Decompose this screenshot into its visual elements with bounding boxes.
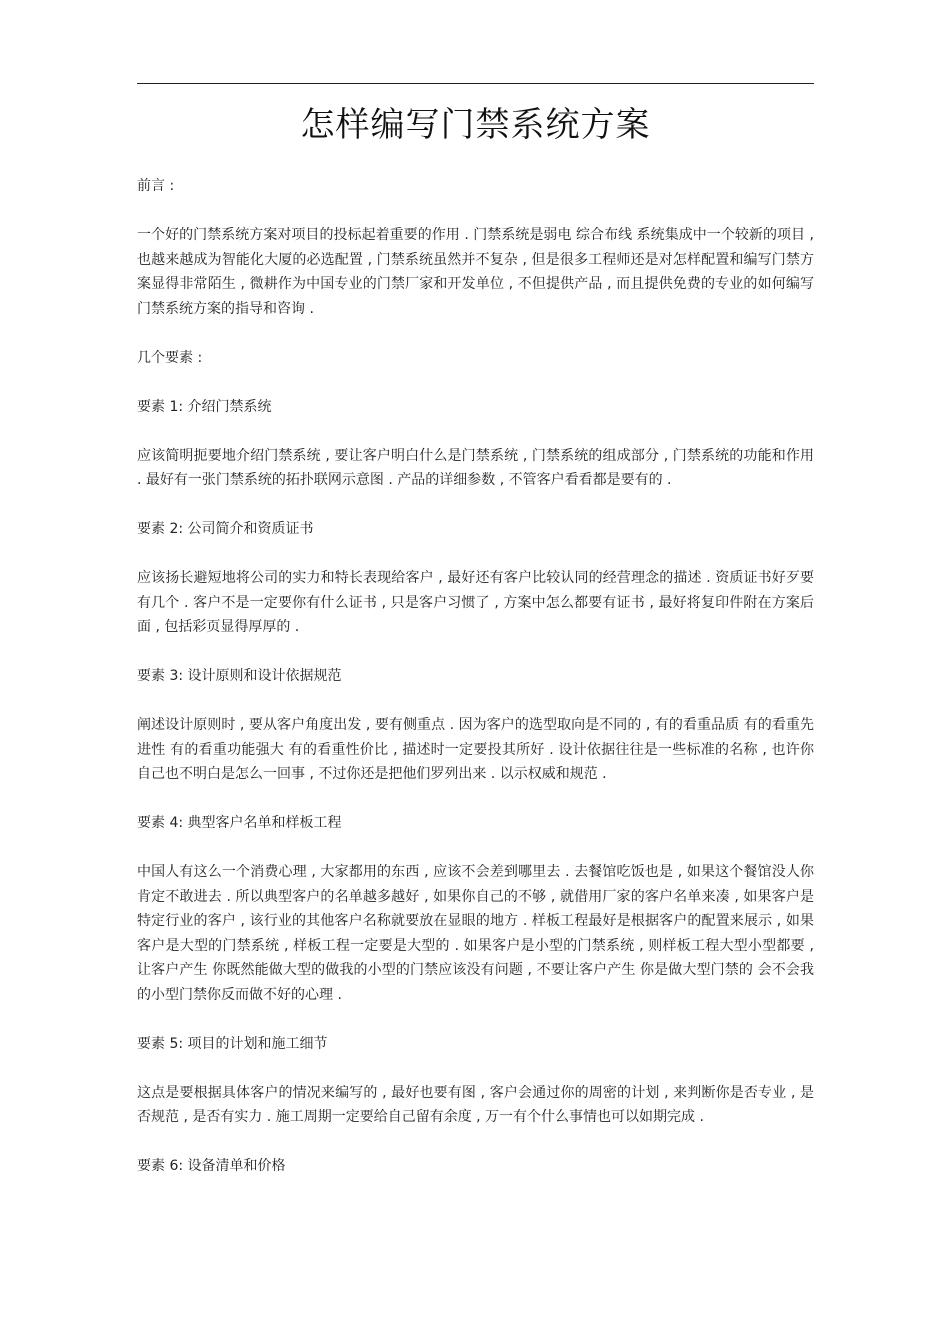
section-heading-6: 要素 6: 设备清单和价格 <box>137 1158 286 1174</box>
header-rule <box>137 83 814 84</box>
section-heading-5: 要素 5: 项目的计划和施工细节 <box>137 1035 328 1052</box>
section-body-5: 这点是要根据具体客户的情况来编写的 , 最好也要有图 , 客户会通过你的周密的计划 , 来判断你是否专业 , 是否规范 , 是否有实力 . 施工周期一定要给自己留有余度 , 万一有个什么事情也可以如期完成 . <box>137 1084 814 1125</box>
section-body-1: 应该简明扼要地介绍门禁系统 , 要让客户明白什么是门禁系统 , 门禁系统的组成部分 , 门禁系统的功能和作用 . 最好有一张门禁系统的拓扑联网示意图 . 产品的详细参数 , 不管客户看看都是要有的 . <box>137 447 814 488</box>
preface-paragraph: 一个好的门禁系统方案对项目的投标起着重要的作用 . 门禁系统是弱电 综合布线 系统集成中一个较新的项目 , 也越来越成为智能化大厦的必选配置 , 门禁系统虽然并不复杂 , 但是很多工程师还是对怎样配置和编写门禁方案显得非常陌生 , 微耕作为中国专业的门禁厂家和开发单位 , 不但提供产品 , 而且提供免费的专业的如何编写门禁系统方案的指导和咨询 . <box>137 227 814 317</box>
section-heading-4: 要素 4: 典型客户名单和样板工程 <box>137 815 342 831</box>
section-heading-1: 要素 1: 介绍门禁系统 <box>137 398 272 415</box>
section-body-2: 应该扬长避短地将公司的实力和特长表现给客户 , 最好还有客户比较认同的经营理念的描述 . 资质证书好歹要有几个 . 客户不是一定要你有什么证书 , 只是客户习惯了 , 方案中怎么都要有证书 , 最好将复印件附在方案后面 , 包括彩页显得厚厚的 . <box>137 570 814 635</box>
document-title: 怎样编写门禁系统方案 <box>300 105 651 145</box>
elements-label: 几个要素 : <box>137 349 203 366</box>
section-heading-3: 要素 3: 设计原则和设计依据规范 <box>137 668 342 684</box>
section-body-3: 阐述设计原则时 , 要从客户角度出发 , 要有侧重点 . 因为客户的选型取向是不同的 , 有的看重品质 有的看重先进性 有的看重功能强大 有的看重性价比 , 描述时一定要投其所好 . 设计依据往往是一些标准的名称 , 也许你自己也不明白是怎么一回事 , 不过你还是把他们罗列出来 . 以示权威和规范 . <box>137 717 814 782</box>
document-body <box>137 174 814 1179</box>
preface-label: 前言 : <box>137 178 175 194</box>
section-heading-2: 要素 2: 公司简介和资质证书 <box>137 521 314 537</box>
section-body-4: 中国人有这么一个消费心理 , 大家都用的东西 , 应该不会差到哪里去 . 去餐馆吃饭也是 , 如果这个餐馆没人你肯定不敢进去 . 所以典型客户的名单越多越好 , 如果你自己的不够 , 就借用厂家的客户名单来凑 , 如果客户是特定行业的客户 , 该行业的其他客户名称就要放在显眼的地方 . 样板工程最好是根据客户的配置来展示 , 如果客户是大型的门禁系统 , 样板工程一定要是大型的 . 如果客户是小型的门禁系统 , 则样板工程大型小型都要 , 让客户产生 你既然能做大型的做我的小型的门禁应该没有问题 , 不要让客户产生 你是做大型门禁的 会不会我的小型门禁你反而做不好的心理 . <box>137 864 814 1003</box>
